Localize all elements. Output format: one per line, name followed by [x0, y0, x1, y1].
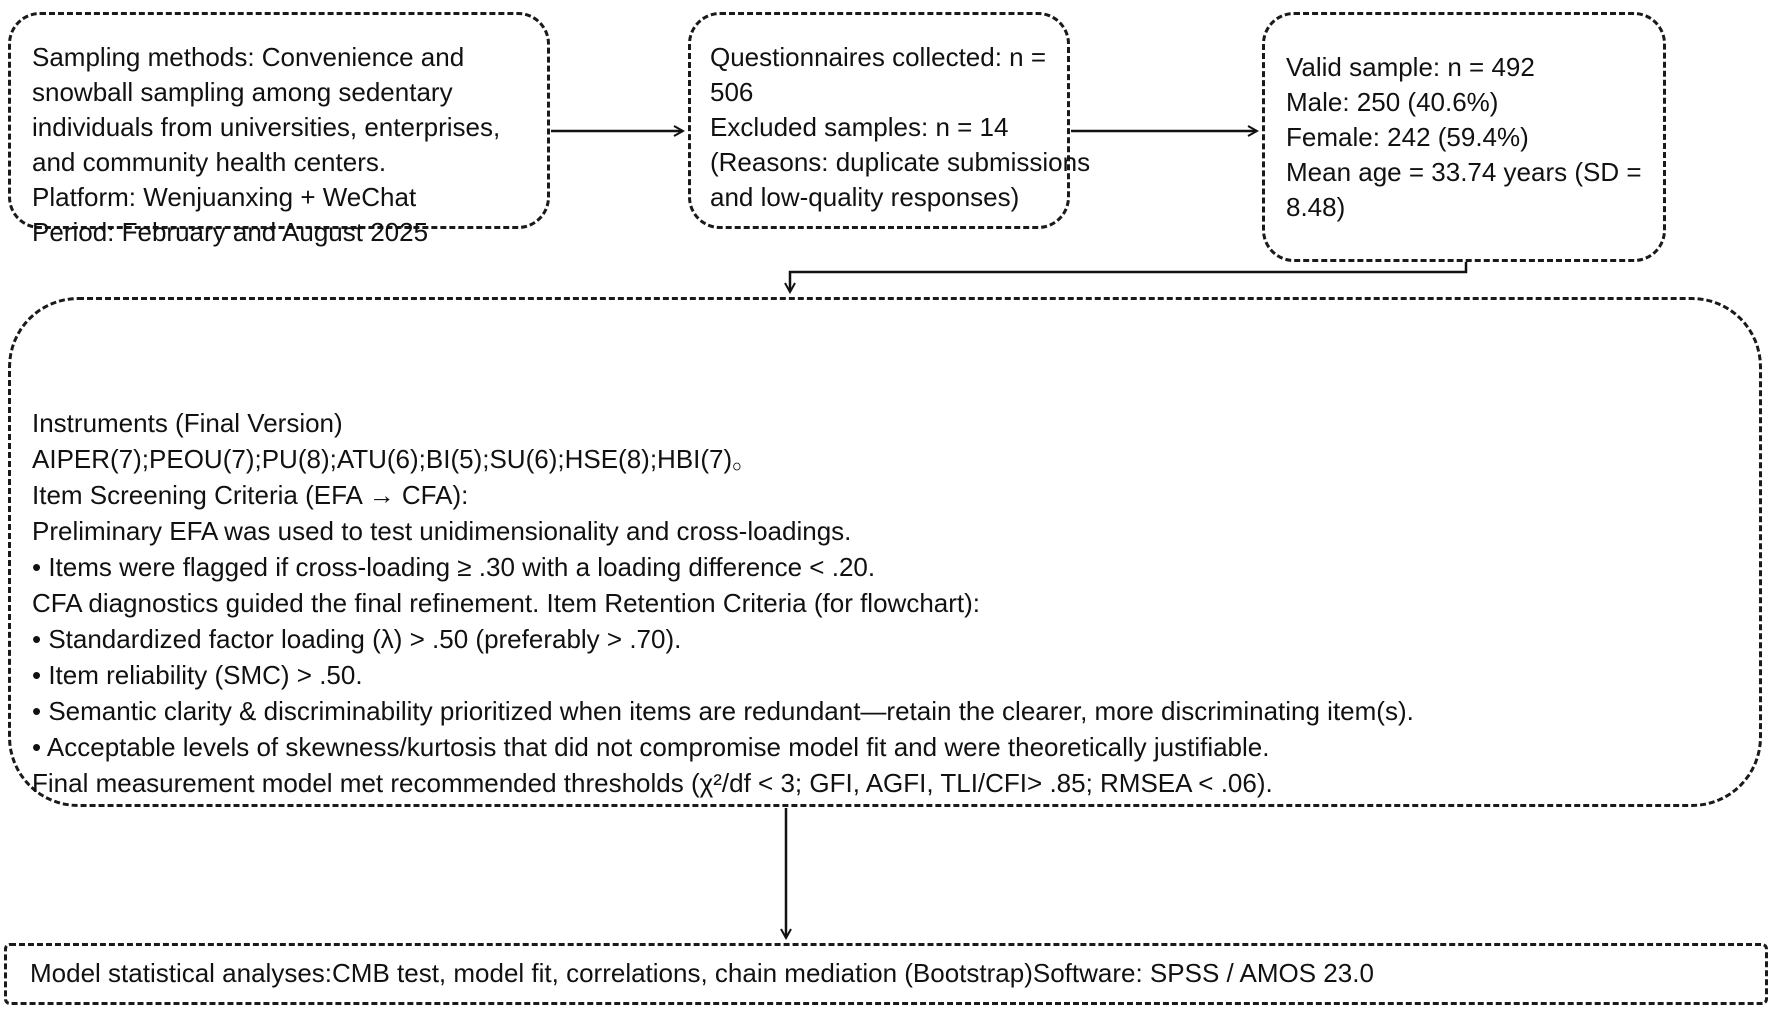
text-line: • Acceptable levels of skewness/kurtosis that did not compromise model fit and were theoretically justifiable.: [32, 732, 1270, 762]
text-line: Platform: Wenjuanxing + WeChat: [32, 182, 417, 212]
arrow-down-icon: [790, 262, 1466, 292]
text-line: • Semantic clarity & discriminability prioritized when items are redundant—retain the clearer, more discriminating item(s).: [32, 696, 1414, 726]
text-line: Instruments (Final Version): [32, 408, 343, 438]
text-line: Item Screening Criteria (EFA → CFA):: [32, 480, 469, 510]
text-line: • Standardized factor loading (λ) > .50 (preferably > .70).: [32, 624, 682, 654]
text-line: and low-quality responses): [710, 182, 1020, 212]
text-line: and community health centers.: [32, 147, 387, 177]
text-line: 8.48): [1286, 192, 1346, 222]
text-line: Valid sample: n = 492: [1286, 52, 1535, 82]
text-line: Questionnaires collected: n =: [710, 42, 1047, 72]
analyses-text: Model statistical analyses:CMB test, model fit, correlations, chain mediation (Bootstrap)Software: SPSS / AMOS 23.0: [30, 958, 1374, 988]
text-line: 506: [710, 77, 754, 107]
text-line: AIPER(7);PEOU(7);PU(8);ATU(6);BI(5);SU(6);HSE(8);HBI(7)。: [32, 444, 759, 474]
text-line: Excluded samples: n = 14: [710, 112, 1009, 142]
text-line: Mean age = 33.74 years (SD =: [1286, 157, 1642, 187]
text-line: Preliminary EFA was used to test unidimensionality and cross-loadings.: [32, 516, 852, 546]
text-line: • Item reliability (SMC) > .50.: [32, 660, 363, 690]
text-line: Period: February and August 2025: [32, 217, 429, 247]
text-line: Male: 250 (40.6%): [1286, 87, 1499, 117]
text-line: • Items were flagged if cross-loading ≥ .30 with a loading difference < .20.: [32, 552, 876, 582]
text-line: Sampling methods: Convenience and: [32, 42, 465, 72]
text-line: CFA diagnostics guided the final refinement. Item Retention Criteria (for flowchart):: [32, 588, 980, 618]
text-line: Final measurement model met recommended thresholds (χ²/df < 3; GFI, AGFI, TLI/CFI> .85; RMSEA < .06).: [32, 768, 1273, 798]
text-line: individuals from universities, enterprises,: [32, 112, 501, 142]
text-line: (Reasons: duplicate submissions: [710, 147, 1091, 177]
text-line: snowball sampling among sedentary: [32, 77, 453, 107]
text-line: Female: 242 (59.4%): [1286, 122, 1529, 152]
